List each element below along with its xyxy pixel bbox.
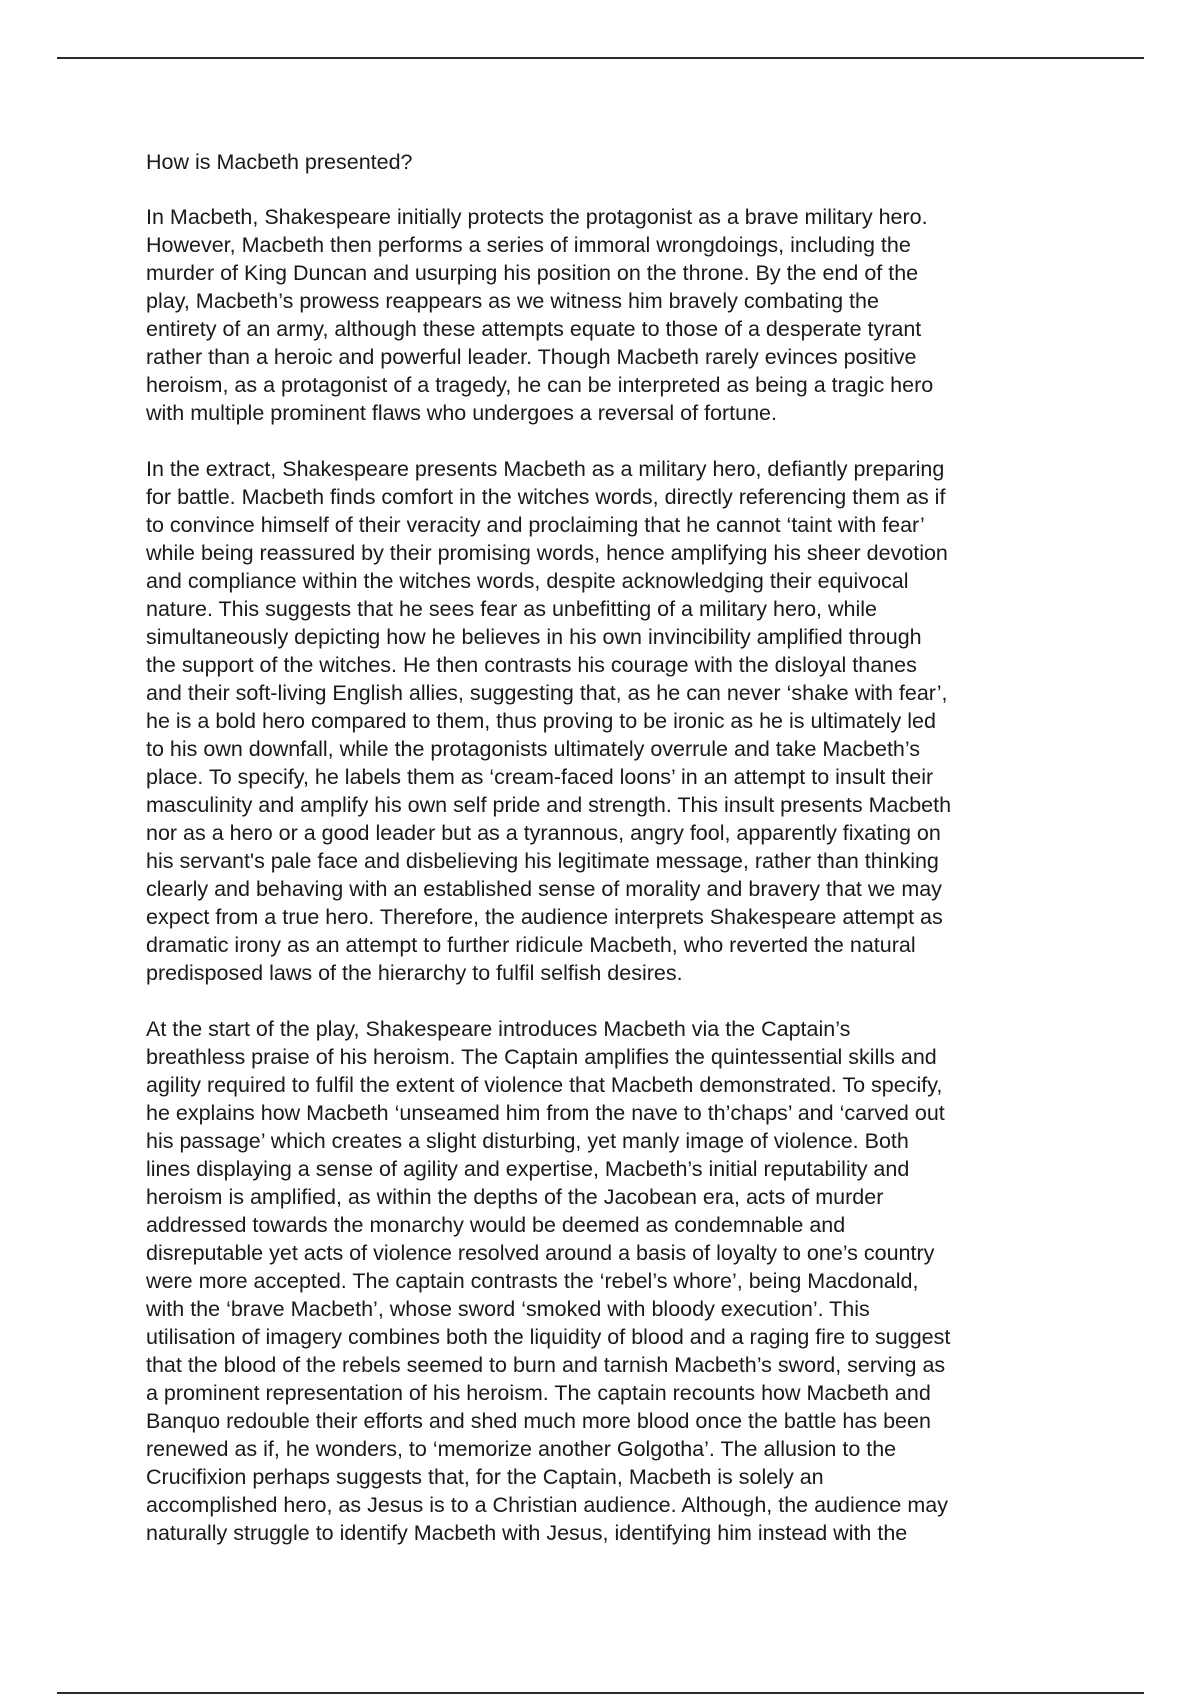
- text-line: while being reassured by their promising words, hence amplifying his sheer devotion: [146, 541, 948, 565]
- text-line: were more accepted. The captain contrasts the ‘rebel’s whore’, being Macdonald,: [146, 1269, 919, 1293]
- text-line: and their soft-living English allies, suggesting that, as he can never ‘shake with fear’,: [146, 681, 948, 705]
- text-line: rather than a heroic and powerful leader. Though Macbeth rarely evinces positive: [146, 345, 917, 369]
- text-line: breathless praise of his heroism. The Captain amplifies the quintessential skills and: [146, 1045, 937, 1069]
- paragraph-captain-praise: [146, 1015, 1076, 1547]
- text-line: dramatic irony as an attempt to further ridicule Macbeth, who reverted the natural: [146, 933, 916, 957]
- text-line: lines displaying a sense of agility and expertise, Macbeth’s initial reputability and: [146, 1157, 910, 1181]
- text-line: place. To specify, he labels them as ‘cream-faced loons’ in an attempt to insult their: [146, 765, 934, 789]
- text-line: utilisation of imagery combines both the liquidity of blood and a raging fire to suggest: [146, 1325, 951, 1349]
- text-line: Crucifixion perhaps suggests that, for the Captain, Macbeth is solely an: [146, 1465, 824, 1489]
- paragraph-introduction: [146, 203, 1076, 427]
- text-line: that the blood of the rebels seemed to burn and tarnish Macbeth’s sword, serving as: [146, 1353, 946, 1377]
- text-line: he explains how Macbeth ‘unseamed him from the nave to th’chaps’ and ‘carved out: [146, 1101, 945, 1125]
- bottom-rule: [57, 1692, 1144, 1694]
- text-line: expect from a true hero. Therefore, the audience interprets Shakespeare attempt as: [146, 905, 943, 929]
- text-line: his servant's pale face and disbelieving his legitimate message, rather than thinking: [146, 849, 939, 873]
- text-line: with the ‘brave Macbeth’, whose sword ‘smoked with bloody execution’. This: [146, 1297, 870, 1321]
- text-line: to his own downfall, while the protagonists ultimately overrule and take Macbeth’s: [146, 737, 921, 761]
- text-line: play, Macbeth’s prowess reappears as we witness him bravely combating the: [146, 289, 879, 313]
- text-line: In the extract, Shakespeare presents Macbeth as a military hero, defiantly preparing: [146, 457, 945, 481]
- text-line: to convince himself of their veracity and proclaiming that he cannot ‘taint with fear’: [146, 513, 925, 537]
- text-line: for battle. Macbeth finds comfort in the witches words, directly referencing them as if: [146, 485, 946, 509]
- text-line: accomplished hero, as Jesus is to a Christian audience. Although, the audience may: [146, 1493, 948, 1517]
- essay-question-heading: How is Macbeth presented?: [146, 150, 413, 174]
- text-line: At the start of the play, Shakespeare introduces Macbeth via the Captain’s: [146, 1017, 851, 1041]
- text-line: heroism is amplified, as within the depths of the Jacobean era, acts of murder: [146, 1185, 884, 1209]
- text-line: In Macbeth, Shakespeare initially protects the protagonist as a brave military hero.: [146, 205, 928, 229]
- text-line: Banquo redouble their efforts and shed much more blood once the battle has been: [146, 1409, 931, 1433]
- text-line: However, Macbeth then performs a series of immoral wrongdoings, including the: [146, 233, 911, 257]
- text-line: simultaneously depicting how he believes in his own invincibility amplified through: [146, 625, 922, 649]
- text-line: heroism, as a protagonist of a tragedy, he can be interpreted as being a tragic hero: [146, 373, 934, 397]
- text-line: disreputable yet acts of violence resolved around a basis of loyalty to one’s country: [146, 1241, 935, 1265]
- text-line: murder of King Duncan and usurping his position on the throne. By the end of the: [146, 261, 919, 285]
- text-line: a prominent representation of his heroism. The captain recounts how Macbeth and: [146, 1381, 931, 1405]
- text-line: agility required to fulfil the extent of violence that Macbeth demonstrated. To specify,: [146, 1073, 943, 1097]
- text-line: predisposed laws of the hierarchy to fulfil selfish desires.: [146, 961, 683, 985]
- text-line: naturally struggle to identify Macbeth with Jesus, identifying him instead with the: [146, 1521, 908, 1545]
- text-line: and compliance within the witches words, despite acknowledging their equivocal: [146, 569, 909, 593]
- top-rule: [57, 57, 1144, 59]
- text-line: nature. This suggests that he sees fear as unbefitting of a military hero, while: [146, 597, 877, 621]
- text-line: clearly and behaving with an established sense of morality and bravery that we may: [146, 877, 942, 901]
- text-line: nor as a hero or a good leader but as a tyrannous, angry fool, apparently fixating on: [146, 821, 941, 845]
- text-line: masculinity and amplify his own self pride and strength. This insult presents Macbeth: [146, 793, 952, 817]
- document-body: [146, 148, 1076, 1575]
- text-line: with multiple prominent flaws who undergoes a reversal of fortune.: [146, 401, 777, 425]
- text-line: his passage’ which creates a slight disturbing, yet manly image of violence. Both: [146, 1129, 909, 1153]
- text-line: he is a bold hero compared to them, thus proving to be ironic as he is ultimately led: [146, 709, 936, 733]
- paragraph-extract-analysis: [146, 455, 1076, 987]
- text-line: entirety of an army, although these attempts equate to those of a desperate tyrant: [146, 317, 922, 341]
- text-line: addressed towards the monarchy would be deemed as condemnable and: [146, 1213, 846, 1237]
- text-line: the support of the witches. He then contrasts his courage with the disloyal thanes: [146, 653, 917, 677]
- text-line: renewed as if, he wonders, to ‘memorize another Golgotha’. The allusion to the: [146, 1437, 897, 1461]
